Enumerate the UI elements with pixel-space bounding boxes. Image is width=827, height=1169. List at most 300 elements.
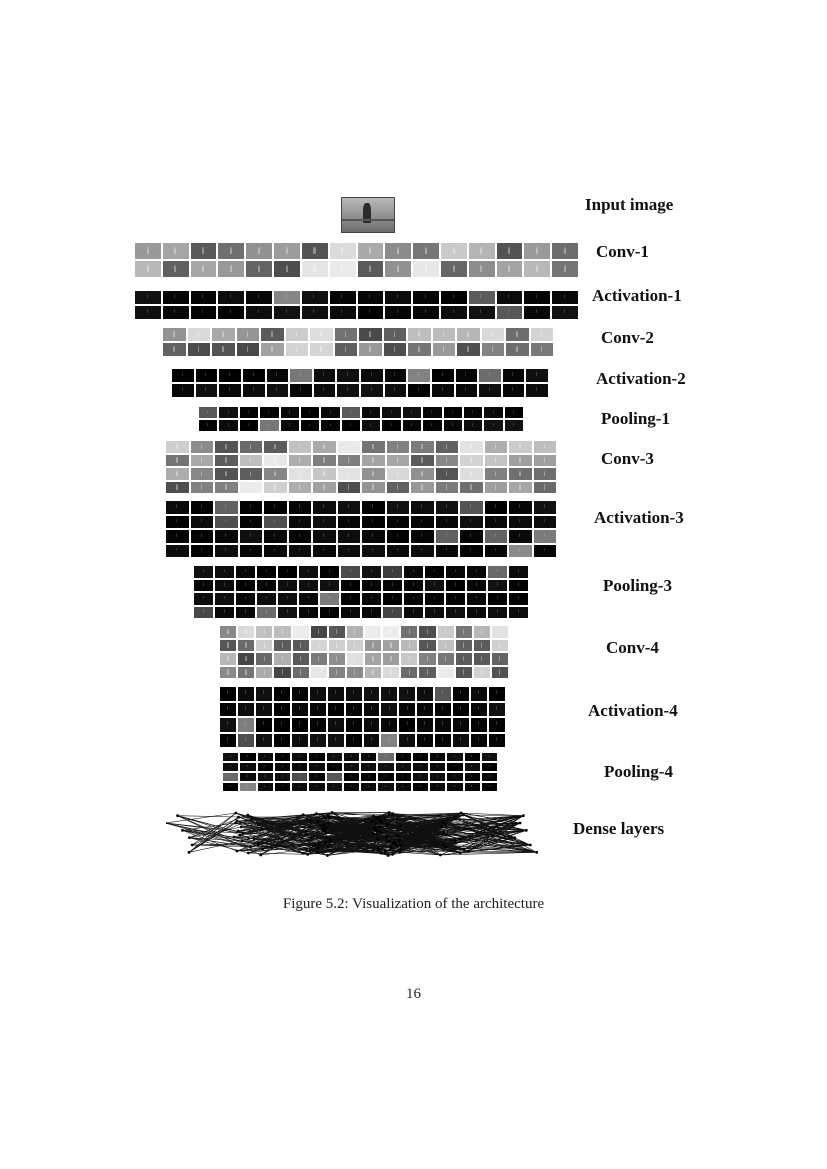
act4-feature-map [363, 702, 381, 718]
pool4-feature-map [274, 782, 291, 792]
act4-feature-map [219, 717, 237, 733]
pool3-feature-map [193, 606, 214, 620]
pool1-feature-map [239, 419, 259, 432]
pool3-feature-map [298, 606, 319, 620]
conv4-feature-map [328, 625, 346, 639]
act3-feature-map [459, 515, 484, 530]
conv1-feature-map [190, 242, 218, 260]
pool4-feature-map [395, 772, 412, 782]
act4-feature-map [416, 702, 434, 718]
dense-neuron [301, 852, 304, 855]
act4-feature-map [398, 702, 416, 718]
act4-feature-map [416, 686, 434, 702]
pooling1-feature-maps [198, 406, 524, 432]
pool3-feature-map [508, 592, 529, 606]
pool3-feature-map [382, 606, 403, 620]
conv4-feature-map [255, 625, 273, 639]
conv3-feature-map [239, 467, 264, 481]
conv3-feature-map [214, 454, 239, 468]
act3-feature-map [386, 544, 411, 559]
activation2-feature-maps [171, 368, 549, 398]
dense-neuron [372, 832, 375, 835]
act3-feature-map [190, 544, 215, 559]
act3-feature-map [508, 515, 533, 530]
conv4-feature-map [328, 639, 346, 653]
pool3-feature-map [193, 592, 214, 606]
pool3-feature-map [214, 579, 235, 593]
dense-neuron [261, 848, 264, 851]
pool4-feature-map [446, 752, 463, 762]
dense-neuron [257, 824, 260, 827]
dense-neuron [391, 853, 394, 856]
act3-feature-map [435, 529, 460, 544]
conv3-feature-map [288, 454, 313, 468]
act3-feature-map [165, 515, 190, 530]
conv2-feature-map [309, 342, 334, 357]
act4-feature-map [327, 717, 345, 733]
act3-feature-map [484, 500, 509, 515]
act4-feature-map [363, 686, 381, 702]
dense-neuron [317, 820, 320, 823]
pool4-feature-map [222, 772, 239, 782]
pool4-feature-map [446, 782, 463, 792]
dense-neuron [237, 830, 240, 833]
conv4-feature-map [292, 639, 310, 653]
pool4-feature-map [446, 762, 463, 772]
conv3-feature-map [239, 454, 264, 468]
act2-feature-map [195, 383, 219, 398]
conv4-feature-map [237, 666, 255, 680]
conv2-feature-map [187, 327, 212, 342]
conv4-feature-map [491, 652, 509, 666]
pool4-feature-map [429, 762, 446, 772]
dense-neuron [391, 812, 394, 815]
act1-feature-map [162, 290, 190, 305]
dense-neuron [399, 824, 402, 827]
pool3-feature-map [340, 592, 361, 606]
act3-feature-map [337, 500, 362, 515]
pool4-feature-map [239, 782, 256, 792]
pool3-feature-map [424, 565, 445, 579]
pool4-feature-map [481, 752, 498, 762]
act4-feature-map [291, 686, 309, 702]
act2-feature-map [289, 383, 313, 398]
conv4-feature-map [273, 652, 291, 666]
dense-neuron [525, 829, 528, 832]
pool1-feature-map [381, 419, 401, 432]
conv1-feature-map [551, 242, 579, 260]
pool3-feature-map [256, 592, 277, 606]
pool1-feature-map [402, 419, 422, 432]
act3-feature-map [361, 544, 386, 559]
pool1-feature-map [259, 406, 279, 419]
act3-feature-map [214, 529, 239, 544]
pool4-feature-map [308, 752, 325, 762]
act4-feature-map [237, 717, 255, 733]
activation4-feature-maps [219, 686, 506, 748]
pool1-feature-map [280, 419, 300, 432]
dense-neuron [305, 833, 308, 836]
dense-neuron [379, 825, 382, 828]
act4-feature-map [273, 733, 291, 749]
dense-neuron [391, 842, 394, 845]
act3-feature-map [386, 500, 411, 515]
pool1-feature-map [504, 419, 524, 432]
conv4-feature-map [328, 666, 346, 680]
conv1-feature-map [440, 242, 468, 260]
act1-feature-map [190, 305, 218, 320]
conv2-feature-map [236, 342, 261, 357]
dense-neuron [241, 840, 244, 843]
act2-feature-map [407, 368, 431, 383]
act3-feature-map [239, 544, 264, 559]
conv2-feature-map [407, 342, 432, 357]
act4-feature-map [452, 733, 470, 749]
pool3-feature-map [319, 606, 340, 620]
conv4-feature-map [418, 639, 436, 653]
dense-neuron [240, 826, 243, 829]
conv4-feature-map [437, 666, 455, 680]
conv3-feature-map [386, 467, 411, 481]
act1-feature-map [468, 305, 496, 320]
conv3-feature-map [190, 454, 215, 468]
pool1-feature-map [320, 419, 340, 432]
conv3-feature-map [435, 454, 460, 468]
act3-feature-map [410, 500, 435, 515]
act4-feature-map [416, 733, 434, 749]
conv2-feature-map [383, 327, 408, 342]
conv3-feature-map [459, 481, 484, 495]
act3-feature-map [165, 544, 190, 559]
act2-feature-map [313, 368, 337, 383]
dense-neuron [328, 816, 331, 819]
act4-feature-map [291, 717, 309, 733]
conv1-feature-map [468, 260, 496, 278]
pool4-feature-map [343, 762, 360, 772]
pool1-feature-map [463, 406, 483, 419]
layer-label-input: Input image [585, 195, 674, 214]
conv4-feature-map [473, 652, 491, 666]
pool4-feature-map [446, 772, 463, 782]
conv4-feature-map [237, 652, 255, 666]
conv4-feature-map [418, 652, 436, 666]
dense-neuron [388, 813, 391, 816]
dense-neuron [309, 836, 312, 839]
pool4-feature-map [377, 772, 394, 782]
dense-neuron [304, 830, 307, 833]
act3-feature-map [484, 544, 509, 559]
layer-label-activation3: Activation-3 [594, 508, 684, 527]
act4-feature-map [488, 702, 506, 718]
pool1-feature-map [483, 419, 503, 432]
act1-feature-map [134, 290, 162, 305]
dense-neuron [307, 839, 310, 842]
pool3-feature-map [319, 592, 340, 606]
conv1-feature-map [329, 242, 357, 260]
pool4-feature-map [395, 762, 412, 772]
pool3-feature-map [361, 606, 382, 620]
act4-feature-map [470, 702, 488, 718]
pool1-feature-map [239, 406, 259, 419]
act3-feature-map [190, 515, 215, 530]
dense-neuron [445, 834, 448, 837]
act1-feature-map [162, 305, 190, 320]
act3-feature-map [239, 500, 264, 515]
layer-label-activation1: Activation-1 [592, 286, 682, 305]
dense-neuron [454, 818, 457, 821]
pool3-feature-map [214, 565, 235, 579]
pool1-feature-map [361, 406, 381, 419]
act2-feature-map [171, 368, 195, 383]
conv3-feature-map [459, 467, 484, 481]
conv4-feature-map [255, 639, 273, 653]
act4-feature-map [345, 717, 363, 733]
conv4-feature-map [292, 652, 310, 666]
dense-neuron [309, 821, 312, 824]
dense-neuron [376, 838, 379, 841]
conv3-feature-map [361, 481, 386, 495]
act4-feature-map [470, 717, 488, 733]
pool1-feature-map [361, 419, 381, 432]
dense-neuron [459, 838, 462, 841]
conv3-feature-map [337, 467, 362, 481]
conv3-feature-map [239, 440, 264, 454]
conv4-feature-map [310, 652, 328, 666]
act1-feature-map [412, 290, 440, 305]
act1-feature-map [496, 305, 524, 320]
pool4-feature-map [429, 752, 446, 762]
pool3-feature-map [508, 606, 529, 620]
conv2-feature-map [285, 327, 310, 342]
dense-neuron [399, 844, 402, 847]
dense-neuron [323, 823, 326, 826]
pool4-feature-map [412, 772, 429, 782]
dense-neuron [388, 840, 391, 843]
conv4-feature-map [400, 639, 418, 653]
act1-feature-map [273, 305, 301, 320]
pool4-feature-map [343, 752, 360, 762]
conv3-feature-map [312, 481, 337, 495]
pool3-feature-map [487, 606, 508, 620]
act4-feature-map [291, 702, 309, 718]
conv2-feature-map [260, 342, 285, 357]
dense-neuron [253, 838, 256, 841]
pool4-feature-map [412, 782, 429, 792]
pool3-feature-map [193, 565, 214, 579]
act4-feature-map [380, 733, 398, 749]
pool1-feature-map [402, 406, 422, 419]
conv1-feature-map [412, 260, 440, 278]
conv3-feature-map [165, 440, 190, 454]
act4-feature-map [434, 686, 452, 702]
conv3-feature-map [459, 454, 484, 468]
act3-feature-map [459, 544, 484, 559]
dense-neuron [181, 829, 184, 832]
dense-neuron [261, 828, 264, 831]
pool1-feature-map [341, 406, 361, 419]
pool3-feature-map [298, 592, 319, 606]
pool4-feature-map [343, 782, 360, 792]
conv4-feature-map [346, 639, 364, 653]
conv4-feature-map [437, 652, 455, 666]
conv1-feature-map [329, 260, 357, 278]
conv3-feature-map [361, 467, 386, 481]
conv1-feature-maps [134, 242, 579, 278]
conv4-feature-map [455, 666, 473, 680]
act4-feature-map [345, 702, 363, 718]
dense-neuron [241, 832, 244, 835]
conv4-feature-map [346, 625, 364, 639]
conv4-feature-map [255, 652, 273, 666]
dense-neuron [246, 814, 249, 817]
conv3-feature-map [337, 440, 362, 454]
conv4-feature-map [219, 652, 237, 666]
conv4-feature-map [273, 666, 291, 680]
conv1-feature-map [162, 242, 190, 260]
pool3-feature-map [319, 565, 340, 579]
conv3-feature-map [435, 481, 460, 495]
act4-feature-map [273, 702, 291, 718]
pool3-feature-map [277, 606, 298, 620]
act3-feature-map [459, 500, 484, 515]
act4-feature-map [488, 717, 506, 733]
conv3-feature-map [435, 467, 460, 481]
pool3-feature-map [235, 606, 256, 620]
act3-feature-map [533, 529, 558, 544]
conv1-feature-map [162, 260, 190, 278]
act1-feature-map [301, 305, 329, 320]
conv3-feature-map [165, 467, 190, 481]
pool3-feature-map [361, 592, 382, 606]
dense-neuron [378, 819, 381, 822]
conv3-feature-map [263, 454, 288, 468]
act1-feature-map [357, 305, 385, 320]
pool3-feature-map [382, 565, 403, 579]
act4-feature-map [452, 717, 470, 733]
conv1-feature-map [357, 242, 385, 260]
layer-label-dense: Dense layers [573, 819, 665, 838]
act1-feature-map [273, 290, 301, 305]
act3-feature-map [263, 529, 288, 544]
act3-feature-map [263, 500, 288, 515]
act2-feature-map [218, 368, 242, 383]
conv1-feature-map [496, 242, 524, 260]
act2-feature-map [478, 383, 502, 398]
dense-neuron [398, 839, 401, 842]
conv2-feature-maps [162, 327, 554, 357]
pool3-feature-map [403, 606, 424, 620]
pool4-feature-map [429, 772, 446, 782]
pool1-feature-map [300, 419, 320, 432]
input-image [341, 197, 395, 233]
conv4-feature-map [382, 625, 400, 639]
act3-feature-map [165, 500, 190, 515]
act3-feature-map [214, 500, 239, 515]
conv4-feature-map [364, 652, 382, 666]
conv2-feature-map [505, 327, 530, 342]
act3-feature-map [214, 544, 239, 559]
act1-feature-map [412, 305, 440, 320]
dense-neuron [176, 814, 179, 817]
dense-neuron [371, 820, 374, 823]
dense-neuron [166, 822, 167, 825]
conv4-feature-map [273, 625, 291, 639]
pool1-feature-map [198, 406, 218, 419]
conv1-feature-map [357, 260, 385, 278]
pool3-feature-map [508, 565, 529, 579]
conv2-feature-map [383, 342, 408, 357]
layer-label-conv2: Conv-2 [601, 328, 654, 347]
dense-neuron [462, 836, 465, 839]
act3-feature-map [312, 529, 337, 544]
pool3-feature-map [487, 565, 508, 579]
dense-neuron [325, 835, 328, 838]
conv2-feature-map [358, 342, 383, 357]
conv3-feature-map [484, 440, 509, 454]
conv3-feature-map [214, 467, 239, 481]
conv3-feature-map [263, 440, 288, 454]
pool1-feature-map [341, 419, 361, 432]
pool3-feature-map [214, 606, 235, 620]
act4-feature-map [380, 686, 398, 702]
dense-neuron [308, 850, 311, 853]
conv3-feature-map [361, 440, 386, 454]
conv4-feature-map [292, 666, 310, 680]
conv4-feature-map [491, 639, 509, 653]
act3-feature-map [312, 500, 337, 515]
act4-feature-map [327, 733, 345, 749]
conv3-feature-map [508, 467, 533, 481]
act4-feature-map [345, 686, 363, 702]
pool4-feature-map [274, 752, 291, 762]
dense-neuron [257, 844, 260, 847]
dense-neuron [395, 818, 398, 821]
act3-feature-map [508, 544, 533, 559]
dense-neuron [376, 830, 379, 833]
act3-feature-map [435, 515, 460, 530]
pool3-feature-map [466, 579, 487, 593]
act1-feature-map [329, 305, 357, 320]
act3-feature-map [361, 529, 386, 544]
act3-feature-map [386, 515, 411, 530]
dense-neuron [328, 822, 331, 825]
pool3-feature-map [403, 592, 424, 606]
act3-feature-map [435, 500, 460, 515]
conv3-feature-map [337, 454, 362, 468]
conv3-feature-map [386, 454, 411, 468]
dense-neuron [444, 824, 447, 827]
conv2-feature-map [358, 327, 383, 342]
pool3-feature-map [235, 592, 256, 606]
dense-neuron [325, 832, 328, 835]
pool4-feature-map [464, 762, 481, 772]
act3-feature-map [533, 500, 558, 515]
layer-label-pooling4: Pooling-4 [604, 762, 673, 781]
conv3-feature-map [484, 467, 509, 481]
pool3-feature-map [382, 592, 403, 606]
conv1-feature-map [412, 242, 440, 260]
pool4-feature-map [377, 762, 394, 772]
pool4-feature-map [429, 782, 446, 792]
act3-feature-map [361, 500, 386, 515]
conv4-feature-map [219, 625, 237, 639]
conv2-feature-map [456, 342, 481, 357]
conv4-feature-map [491, 625, 509, 639]
conv2-feature-map [505, 342, 530, 357]
act3-feature-map [288, 544, 313, 559]
pooling4-feature-maps [222, 752, 498, 792]
act1-feature-map [468, 290, 496, 305]
